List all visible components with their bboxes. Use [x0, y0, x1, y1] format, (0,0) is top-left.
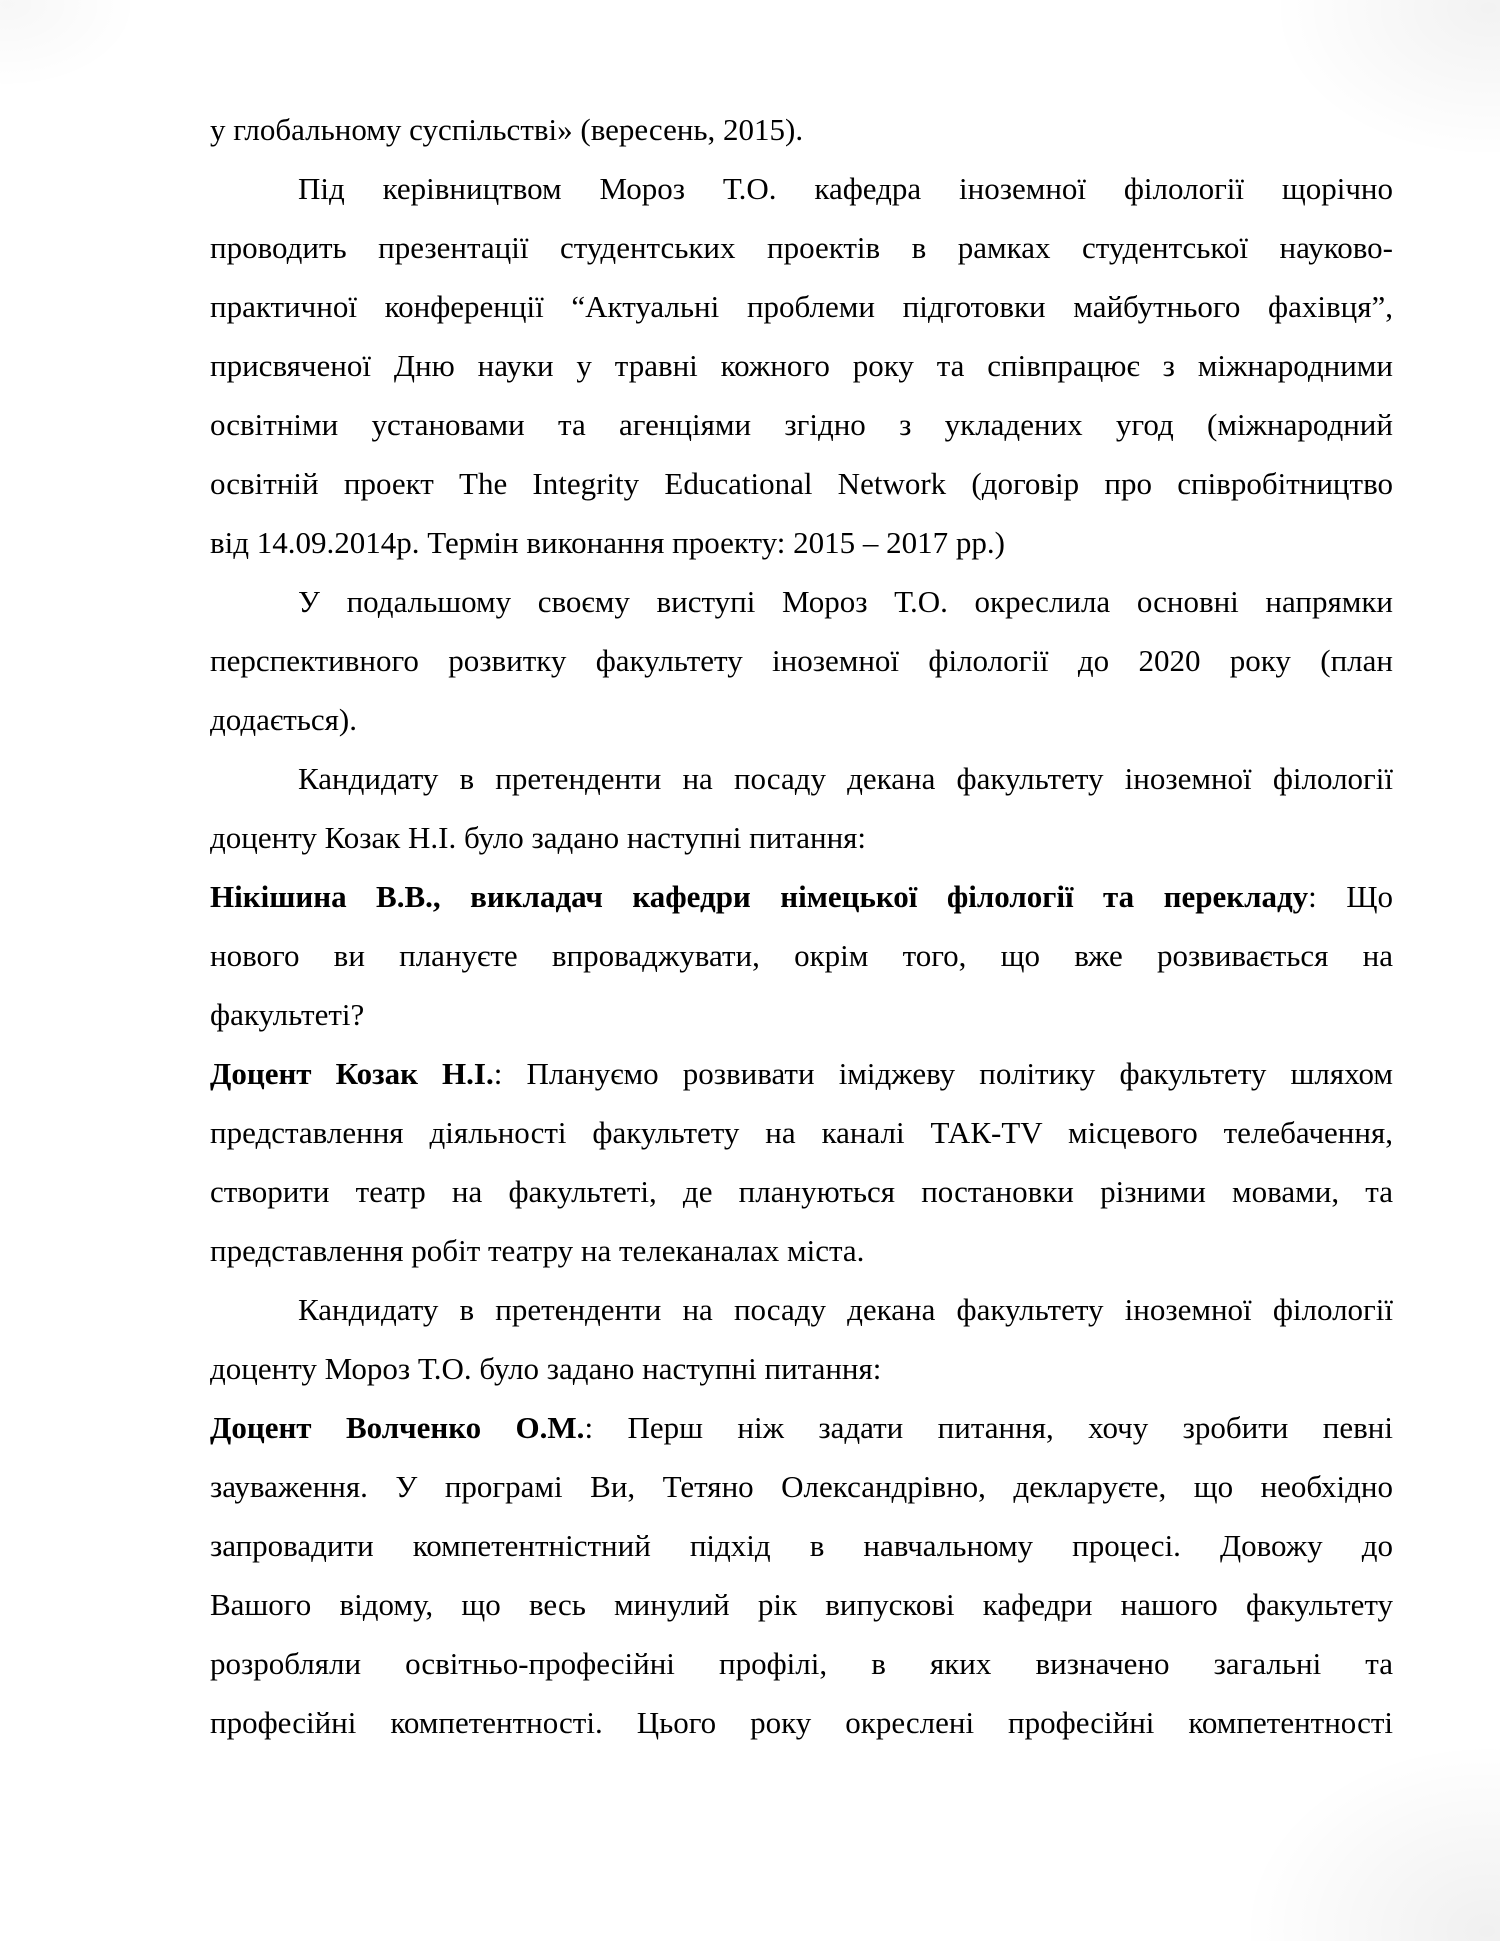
- text-segment: факультеті?: [210, 997, 365, 1032]
- text-line: [210, 1044, 1393, 1103]
- scan-smudge-bottom-right: [1240, 1741, 1500, 1941]
- text-line: [210, 1516, 1393, 1575]
- speaker-name-bold: Доцент Волченко О.М.: [210, 1410, 585, 1445]
- text-segment: : Перш ніж задати питання, хочу зробити певні: [584, 1410, 1393, 1445]
- text-line: [210, 1280, 1393, 1339]
- text-segment: представлення робіт театру на телеканалах міста.: [210, 1233, 865, 1268]
- paragraph-4: [210, 749, 1393, 867]
- text-line: [210, 159, 1393, 218]
- text-line: [210, 867, 1393, 926]
- text-line: [210, 690, 1393, 749]
- paragraph-2: [210, 159, 1393, 572]
- text-segment: у глобальному суспільстві» (вересень, 2015).: [210, 112, 804, 147]
- text-line: [210, 395, 1393, 454]
- text-segment: присвяченої Дню науки у травні кожного року та співпрацює з міжнародними: [210, 348, 1393, 383]
- text-line: [210, 513, 1393, 572]
- text-segment: освітніми установами та агенціями згідно з укладених угод (міжнародний: [210, 407, 1393, 442]
- text-line: [210, 808, 1393, 867]
- text-segment: розробляли освітньо-професійні профілі, в яких визначено загальні та: [210, 1646, 1393, 1681]
- text-segment: перспективного розвитку факультету іноземної філології до 2020 року (план: [210, 643, 1393, 678]
- paragraph-8: [210, 1398, 1393, 1752]
- text-line: [210, 985, 1393, 1044]
- text-segment: Під керівництвом Мороз Т.О. кафедра іноземної філології щорічно: [298, 171, 1393, 206]
- text-line: [210, 218, 1393, 277]
- text-segment: додається).: [210, 702, 357, 737]
- paragraph-7: [210, 1280, 1393, 1398]
- text-segment: запровадити компетентністний підхід в навчальному процесі. Довожу до: [210, 1528, 1393, 1563]
- text-line: [210, 1103, 1393, 1162]
- text-segment: Кандидату в претенденти на посаду декана факультету іноземної філології: [298, 761, 1393, 796]
- text-line: [210, 1221, 1393, 1280]
- text-segment: : Плануємо розвивати іміджеву політику факультету шляхом: [493, 1056, 1394, 1091]
- document-text-block: [210, 100, 1393, 1752]
- text-line: [210, 1693, 1393, 1752]
- text-segment: У подальшому своєму виступі Мороз Т.О. окреслила основні напрямки: [298, 584, 1393, 619]
- text-segment: зауваження. У програмі Ви, Тетяно Олександрівно, декларуєте, що необхідно: [210, 1469, 1393, 1504]
- paragraph-6: [210, 1044, 1393, 1280]
- paragraph-3: [210, 572, 1393, 749]
- speaker-name-bold: Доцент Козак Н.І.: [210, 1056, 494, 1091]
- text-line: [210, 631, 1393, 690]
- text-line: [210, 1457, 1393, 1516]
- text-segment: професійні компетентності. Цього року окреслені професійні компетентності: [210, 1705, 1393, 1740]
- text-line: [210, 1634, 1393, 1693]
- text-line: [210, 572, 1393, 631]
- paragraph-1: [210, 100, 1393, 159]
- text-segment: від 14.09.2014р. Термін виконання проекту: 2015 – 2017 рр.): [210, 525, 1005, 560]
- text-segment: нового ви плануєте впроваджувати, окрім того, що вже розвивається на: [210, 938, 1393, 973]
- text-segment: доценту Мороз Т.О. було задано наступні питання:: [210, 1351, 882, 1386]
- text-segment: Вашого відому, що весь минулий рік випускові кафедри нашого факультету: [210, 1587, 1393, 1622]
- text-segment: : Що: [1308, 879, 1393, 914]
- text-segment: створити театр на факультеті, де плануються постановки різними мовами, та: [210, 1174, 1393, 1209]
- text-segment: доценту Козак Н.І. було задано наступні питання:: [210, 820, 867, 855]
- text-segment: представлення діяльності факультету на каналі ТАК-TV місцевого телебачення,: [210, 1115, 1393, 1150]
- text-segment: практичної конференції “Актуальні проблеми підготовки майбутнього фахівця”,: [210, 289, 1393, 324]
- text-line: [210, 1398, 1393, 1457]
- text-segment: освітній проект The Integrity Educational Network (договір про співробітництво: [210, 466, 1393, 501]
- text-segment: Кандидату в претенденти на посаду декана факультету іноземної філології: [298, 1292, 1393, 1327]
- text-line: [210, 926, 1393, 985]
- paragraph-5: [210, 867, 1393, 1044]
- text-line: [210, 1339, 1393, 1398]
- text-line: [210, 100, 1393, 159]
- text-line: [210, 277, 1393, 336]
- text-line: [210, 336, 1393, 395]
- scan-smudge-top-left: [0, 0, 140, 90]
- text-line: [210, 1162, 1393, 1221]
- text-line: [210, 1575, 1393, 1634]
- text-line: [210, 454, 1393, 513]
- speaker-name-bold: Нікішина В.В., викладач кафедри німецької філології та перекладу: [210, 879, 1309, 914]
- text-line: [210, 749, 1393, 808]
- text-segment: проводить презентації студентських проектів в рамках студентської науково-: [210, 230, 1393, 265]
